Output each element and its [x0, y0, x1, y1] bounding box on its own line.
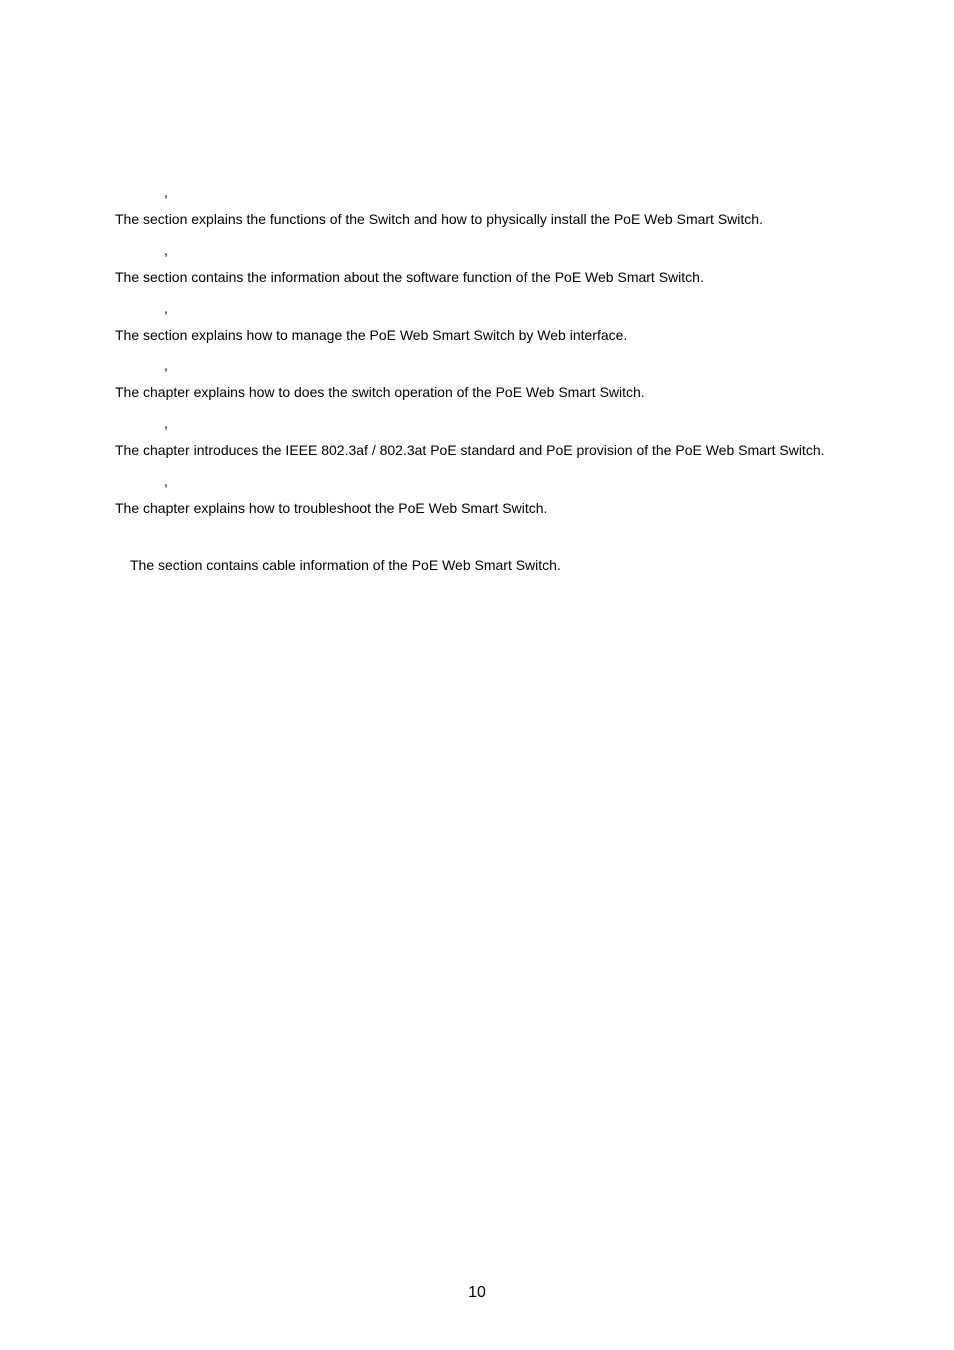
section-marker: , — [164, 415, 168, 431]
section-description: The section contains the information about the software function of the PoE Web Smart Switch. — [115, 269, 704, 285]
section-marker: , — [164, 300, 168, 316]
section-description: The section contains cable information of the PoE Web Smart Switch. — [130, 557, 561, 573]
page-number: 10 — [468, 1284, 486, 1301]
section-description: The section explains how to manage the PoE Web Smart Switch by Web interface. — [115, 327, 628, 343]
section-description: The chapter explains how to does the switch operation of the PoE Web Smart Switch. — [115, 384, 645, 400]
section-marker: , — [164, 357, 168, 373]
section-marker: , — [164, 473, 168, 489]
section-description: The section explains the functions of the Switch and how to physically install the PoE Web Smart Switch. — [115, 211, 763, 227]
section-description: The chapter introduces the IEEE 802.3af / 802.3at PoE standard and PoE provision of the PoE Web Smart Switch. — [115, 442, 825, 458]
section-description: The chapter explains how to troubleshoot the PoE Web Smart Switch. — [115, 500, 548, 516]
section-marker: , — [164, 184, 168, 200]
section-marker: , — [164, 242, 168, 258]
